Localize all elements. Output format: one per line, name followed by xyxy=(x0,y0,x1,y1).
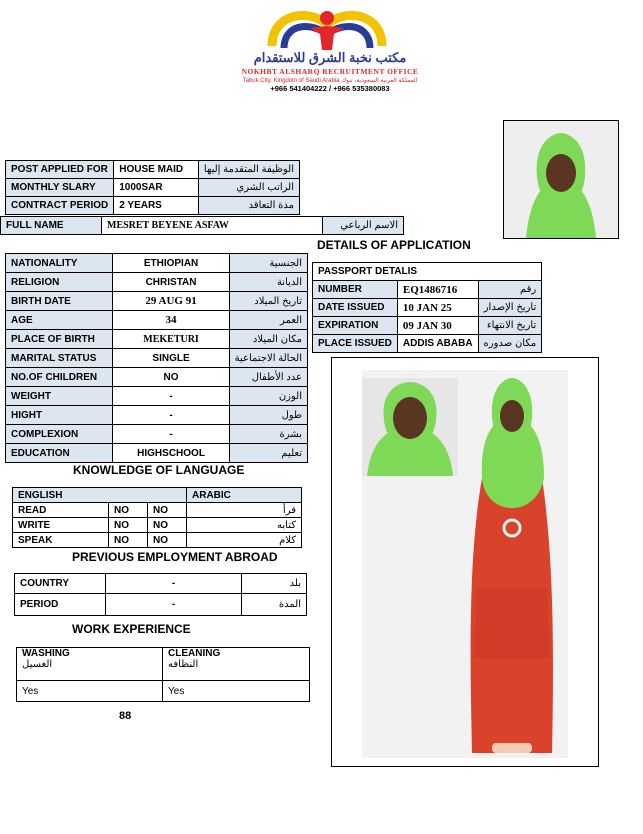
company-phones: +966 541404222 / +966 535380083 xyxy=(270,84,390,93)
value-age: 34 xyxy=(113,311,229,330)
value-washing: Yes xyxy=(17,681,163,702)
table-row xyxy=(6,197,300,215)
company-name-arabic: مكتب نخبة الشرق للاستقدام xyxy=(253,50,407,65)
value-complexion: - xyxy=(113,425,229,444)
table-row xyxy=(6,425,308,444)
value-height: - xyxy=(113,406,229,425)
label-weight: WEIGHT xyxy=(6,387,113,406)
label-ar-complexion: بشرة xyxy=(229,425,307,444)
full-name-table xyxy=(0,216,404,235)
personal-table xyxy=(5,253,308,463)
label-cleaning: CLEANING xyxy=(168,648,221,659)
label-ar-full-name: الاسم الرباعي xyxy=(323,217,404,235)
label-ar-nationality: الجنسية xyxy=(229,254,307,273)
label-ar-period: المدة xyxy=(242,594,307,616)
language-heading: KNOWLEDGE OF LANGUAGE xyxy=(73,463,245,477)
label-speak: SPEAK xyxy=(13,533,109,548)
work-experience-heading: WORK EXPERIENCE xyxy=(72,622,191,636)
label-ar-education: تعليم xyxy=(229,444,307,463)
label-ar-read: قرأ xyxy=(237,503,302,518)
table-row xyxy=(13,488,302,503)
label-ar-birth-date: تاريخ الميلاد xyxy=(229,292,307,311)
value-religion: CHRISTAN xyxy=(113,273,229,292)
label-ar-write: كتابه xyxy=(237,518,302,533)
table-row xyxy=(13,533,302,548)
value-read-english: NO xyxy=(109,503,148,518)
value-write-english: NO xyxy=(109,518,148,533)
label-children: NO.OF CHILDREN xyxy=(6,368,113,387)
header-english: ENGLISH xyxy=(13,488,187,503)
table-row xyxy=(17,648,310,681)
full-body-photo xyxy=(331,357,599,767)
cell-cleaning xyxy=(163,648,310,681)
label-ar-monthly-salary: الراتب الشري xyxy=(198,179,299,197)
value-date-issued: 10 JAN 25 xyxy=(397,299,478,317)
table-row xyxy=(13,503,302,518)
value-speak-english: NO xyxy=(109,533,148,548)
header-arabic: ARABIC xyxy=(187,488,302,503)
previous-employment-heading: PREVIOUS EMPLOYMENT ABROAD xyxy=(72,550,278,564)
label-monthly-salary: MONTHLY SLARY xyxy=(6,179,114,197)
label-ar-expiration: تاريخ الانتهاء xyxy=(478,317,542,335)
label-age: AGE xyxy=(6,311,113,330)
label-country: COUNTRY xyxy=(15,574,106,594)
value-cleaning: Yes xyxy=(163,681,310,702)
table-row xyxy=(13,518,302,533)
value-nationality: ETHIOPIAN xyxy=(113,254,229,273)
table-row xyxy=(6,406,308,425)
label-contract-period: CONTRACT PERIOD xyxy=(6,197,114,215)
label-ar-religion: الديانة xyxy=(229,273,307,292)
value-country: - xyxy=(106,574,242,594)
label-ar-washing: الغسيل xyxy=(22,659,53,670)
label-place-of-birth: PLACE OF BIRTH xyxy=(6,330,113,349)
label-ar-weight: الوزن xyxy=(229,387,307,406)
passport-table xyxy=(312,262,542,353)
table-row xyxy=(6,161,300,179)
value-contract-period: 2 YEARS xyxy=(114,197,199,215)
value-marital-status: SINGLE xyxy=(113,349,229,368)
cell-washing xyxy=(17,648,163,681)
table-row xyxy=(6,292,308,311)
label-ar-children: عدد الأطفال xyxy=(229,368,307,387)
label-nationality: NATIONALITY xyxy=(6,254,113,273)
table-row xyxy=(313,263,542,281)
value-period: - xyxy=(106,594,242,616)
value-read-arabic: NO xyxy=(148,503,187,518)
table-row xyxy=(1,217,404,235)
label-religion: RELIGION xyxy=(6,273,113,292)
label-date-issued: DATE ISSUED xyxy=(313,299,398,317)
label-ar-country: بلد xyxy=(242,574,307,594)
label-ar-post-applied: الوظيفة المتقدمة إليها xyxy=(198,161,299,179)
company-logo xyxy=(262,6,392,52)
value-place-of-birth: MEKETURI xyxy=(113,330,229,349)
value-weight: - xyxy=(113,387,229,406)
label-write: WRITE xyxy=(13,518,109,533)
label-ar-marital-status: الحالة الاجتماعية xyxy=(229,349,307,368)
label-ar-passport-number: رقم xyxy=(478,281,542,299)
label-washing: WASHING xyxy=(22,648,70,659)
page-number: 88 xyxy=(119,710,132,722)
table-row xyxy=(15,594,307,616)
previous-employment-table xyxy=(14,573,307,616)
table-row xyxy=(15,574,307,594)
company-address: Tabuk City, Kingdom of Saudi Arabia المملكة العربية السعودية، تبوك xyxy=(242,78,418,84)
label-birth-date: BIRTH DATE xyxy=(6,292,113,311)
label-post-applied: POST APPLIED FOR xyxy=(6,161,114,179)
table-row xyxy=(6,254,308,273)
value-write-arabic: NO xyxy=(148,518,187,533)
label-full-name: FULL NAME xyxy=(1,217,102,235)
label-complexion: COMPLEXION xyxy=(6,425,113,444)
label-period: PERIOD xyxy=(15,594,106,616)
label-ar-place-issued: مكان صدوره xyxy=(478,335,542,353)
table-row xyxy=(6,330,308,349)
label-marital-status: MARITAL STATUS xyxy=(6,349,113,368)
label-place-issued: PLACE ISSUED xyxy=(313,335,398,353)
label-ar-date-issued: تاريخ الإصدار xyxy=(478,299,542,317)
value-post-applied: HOUSE MAID xyxy=(114,161,199,179)
table-row xyxy=(313,299,542,317)
table-row xyxy=(6,349,308,368)
table-row xyxy=(6,387,308,406)
table-row xyxy=(6,311,308,330)
work-experience-table xyxy=(16,647,310,702)
table-row xyxy=(6,273,308,292)
label-ar-speak: كلام xyxy=(237,533,302,548)
label-ar-contract-period: مدة التعاقد xyxy=(198,197,299,215)
table-row xyxy=(313,317,542,335)
table-row xyxy=(6,368,308,387)
label-education: EDUCATION xyxy=(6,444,113,463)
table-row xyxy=(17,681,310,702)
table-row xyxy=(313,335,542,353)
value-expiration: 09 JAN 30 xyxy=(397,317,478,335)
label-expiration: EXPIRATION xyxy=(313,317,398,335)
table-row xyxy=(313,281,542,299)
table-row xyxy=(6,179,300,197)
portrait-photo xyxy=(503,120,619,239)
value-education: HIGHSCHOOL xyxy=(113,444,229,463)
company-name-english: NOKHBT ALSHARQ RECRUITMENT OFFICE xyxy=(241,67,419,76)
value-place-issued: ADDIS ABABA xyxy=(397,335,478,353)
value-speak-arabic: NO xyxy=(148,533,187,548)
label-ar-height: طول xyxy=(229,406,307,425)
value-monthly-salary: 1000SAR xyxy=(114,179,199,197)
label-ar-cleaning: النظافه xyxy=(168,659,199,670)
value-full-name: MESRET BEYENE ASFAW xyxy=(102,217,323,235)
value-children: NO xyxy=(113,368,229,387)
label-height: HIGHT xyxy=(6,406,113,425)
details-heading: DETAILS OF APPLICATION xyxy=(317,238,471,252)
value-birth-date: 29 AUG 91 xyxy=(113,292,229,311)
language-table xyxy=(12,487,302,548)
label-passport-number: NUMBER xyxy=(313,281,398,299)
label-ar-age: العمر xyxy=(229,311,307,330)
label-ar-place-of-birth: مكان الميلاد xyxy=(229,330,307,349)
job-table xyxy=(5,160,300,215)
value-passport-number: EQ1486716 xyxy=(397,281,478,299)
label-read: READ xyxy=(13,503,109,518)
passport-title: PASSPORT DETALIS xyxy=(313,263,542,281)
table-row xyxy=(6,444,308,463)
